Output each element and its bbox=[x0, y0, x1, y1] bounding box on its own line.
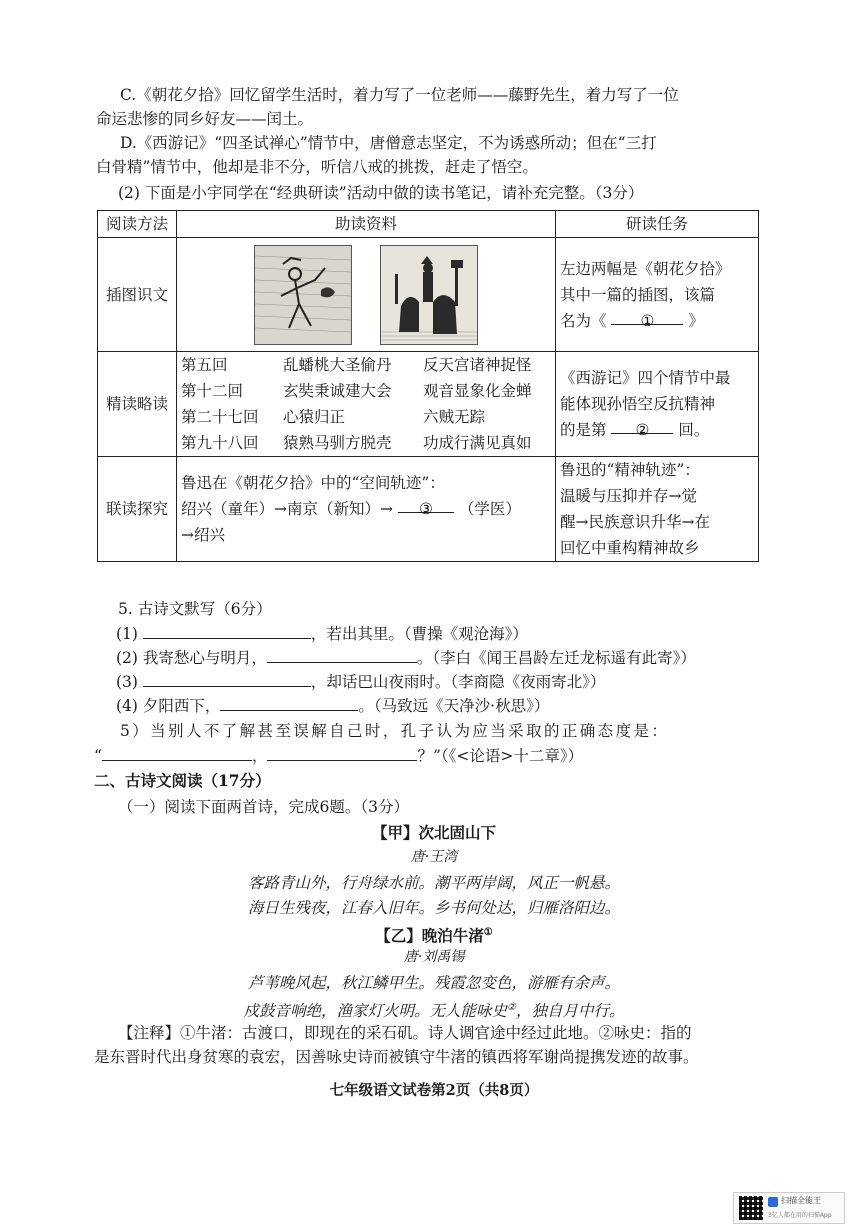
blank-3-input[interactable] bbox=[398, 496, 454, 518]
chapter-title-a: 玄奘秉诚建大会 bbox=[283, 382, 392, 400]
q5-item-3-number: (3) bbox=[116, 673, 138, 691]
q5-item-5-line1: 5）当别人不了解甚至误解自己时，孔子认为应当采取的正确态度是： bbox=[120, 722, 670, 740]
header-method: 阅读方法 bbox=[98, 211, 177, 238]
page-footer: 七年级语文试卷第2页（共8页） bbox=[329, 1082, 539, 1099]
chapter-title-b: 观音显象化金蝉 bbox=[423, 382, 532, 400]
header-task: 研读任务 bbox=[556, 211, 759, 238]
q5-blank-2[interactable] bbox=[267, 646, 417, 663]
row2-task-line2: 能体现孙悟空反抗精神 bbox=[560, 395, 716, 413]
poem-2-line-2-b: ，独自月中行。 bbox=[515, 1002, 625, 1021]
poem-1-line-2: 海日生残夜，江春入旧年。乡书何处达，归雁洛阳边。 bbox=[247, 899, 620, 917]
row2-task-suffix: 回。 bbox=[678, 421, 710, 439]
table-row bbox=[98, 238, 759, 352]
illustration-figure-image bbox=[254, 245, 352, 345]
row3-task-line1: 鲁迅的“精神轨迹”： bbox=[560, 461, 700, 479]
chapter-number: 第五回 bbox=[181, 356, 228, 374]
scanner-name: 扫描全能王 bbox=[781, 1196, 821, 1205]
poem-2-title-text: 【乙】晚泊牛渚 bbox=[375, 926, 484, 946]
q5-item-1-number: (1) bbox=[116, 625, 138, 643]
row1-task-line2: 其中一篇的插图，该篇 bbox=[560, 285, 716, 304]
q5-blank-5b[interactable] bbox=[267, 744, 417, 761]
q5-item-4-text-a: (4) 夕阳西下， bbox=[116, 697, 221, 715]
q5-blank-5a[interactable] bbox=[102, 744, 252, 761]
scanner-watermark bbox=[733, 1192, 845, 1224]
q5-item-2 bbox=[116, 646, 696, 669]
q5-blank-1[interactable] bbox=[143, 622, 311, 639]
poem-2-line-1: 芦苇晚风起，秋江鳞甲生。残霞忽变色，游雁有余声。 bbox=[247, 974, 620, 992]
question-5-title: 5. 古诗文默写（6分） bbox=[118, 600, 272, 618]
row1-task-suffix: 》 bbox=[688, 311, 704, 330]
row2-method: 精读略读 bbox=[98, 352, 177, 457]
scanner-tagline: 3亿人都在用的扫描App bbox=[768, 1212, 832, 1219]
chapter-title-a: 猿熟马驯方脱壳 bbox=[283, 434, 392, 452]
qr-code-icon bbox=[739, 1196, 763, 1220]
option-d-line2: 白骨精”情节中，他却是非不分，听信八戒的挑拨，赶走了悟空。 bbox=[96, 158, 538, 176]
poem-1-title: 【甲】次北固山下 bbox=[371, 823, 496, 842]
row2-task-line3 bbox=[560, 417, 754, 443]
q5-blank-4[interactable] bbox=[220, 694, 358, 711]
row3-materials bbox=[177, 457, 556, 562]
row2-chapters bbox=[177, 352, 556, 457]
chapter-number: 第二十七回 bbox=[181, 408, 259, 426]
row1-task-line3 bbox=[560, 308, 754, 334]
illustration-procession-image bbox=[380, 245, 478, 345]
row2-task-line1: 《西游记》四个情节中最 bbox=[560, 369, 731, 387]
poem-2-note-mark-2: ② bbox=[507, 1002, 516, 1013]
chapter-number: 第十二回 bbox=[181, 382, 244, 400]
row3-task-line4: 回忆中重构精神故乡 bbox=[560, 539, 700, 557]
table-header-row bbox=[98, 211, 759, 238]
poem-1-line-1: 客路青山外，行舟绿水前。潮平两岸阔，风正一帆悬。 bbox=[247, 874, 620, 892]
q5-comma: ， bbox=[251, 747, 268, 765]
poem-1-author: 唐·王湾 bbox=[410, 849, 458, 865]
q5-quote-open: “ bbox=[94, 747, 102, 765]
q5-item-4-text-b: 。（马致远《天净沙·秋思》） bbox=[358, 697, 550, 715]
blank-3-marker: ③ bbox=[418, 500, 433, 518]
row2-task-prefix: 的是第 bbox=[560, 421, 607, 439]
blank-1-marker: ① bbox=[640, 311, 655, 330]
chapter-title-b: 反天宫诸神捉怪 bbox=[423, 356, 532, 374]
q5-item-1 bbox=[116, 622, 528, 645]
poem-2-line-2-a: 戍鼓音响绝，渔家灯火明。无人能咏史 bbox=[243, 1002, 508, 1021]
notes-line-1: 【注释】①牛渚：古渡口，即现在的采石矶。诗人调官途中经过此地。②咏史：指的 bbox=[118, 1024, 692, 1042]
chapter-row bbox=[181, 404, 551, 430]
row3-res-line3: →绍兴 bbox=[181, 526, 225, 544]
q5-item-4 bbox=[116, 694, 549, 717]
chapter-row bbox=[181, 378, 551, 404]
row3-res-suffix: （学医） bbox=[458, 500, 521, 518]
section-2-subtitle: （一）阅读下面两首诗，完成6题。（3分） bbox=[118, 798, 409, 816]
row3-task-line2: 温暖与压抑并存→觉 bbox=[560, 487, 697, 505]
row3-method: 联读探究 bbox=[98, 457, 177, 562]
reading-notes-table bbox=[97, 210, 759, 562]
q5-item-3-text: ，却话巴山夜雨时。（李商隐《夜雨寄北》） bbox=[310, 673, 606, 691]
chapter-title-b: 六贼无踪 bbox=[423, 408, 486, 426]
blank-1-input[interactable] bbox=[611, 308, 683, 330]
notes-line-2: 是东晋时代出身贫寒的袁宏，因善咏史诗而被镇守牛渚的镇西将军谢尚提携发迹的故事。 bbox=[94, 1048, 699, 1066]
row2-task bbox=[556, 352, 759, 457]
chapter-row bbox=[181, 352, 551, 378]
section-2-title: 二、古诗文阅读（17分） bbox=[94, 771, 271, 790]
option-c-line2: 命运悲惨的同乡好友——闰土。 bbox=[96, 110, 314, 128]
chapter-row bbox=[181, 430, 551, 456]
row1-task-line1: 左边两幅是《朝花夕拾》 bbox=[560, 259, 731, 278]
row1-illustrations bbox=[177, 238, 556, 352]
q5-item-2-text-a: (2) 我寄愁心与明月， bbox=[116, 649, 267, 667]
q5-item-1-text: ，若出其里。（曹操《观沧海》） bbox=[310, 625, 528, 643]
row3-res-line1: 鲁迅在《朝花夕拾》中的“空间轨迹”： bbox=[181, 474, 445, 492]
poem-2-author: 唐·刘禹锡 bbox=[403, 949, 465, 965]
poem-2-note-mark: ① bbox=[483, 927, 493, 938]
blank-2-input[interactable] bbox=[611, 417, 673, 439]
q5-blank-3[interactable] bbox=[143, 670, 311, 687]
question-4-2: (2) 下面是小宇同学在“经典研读”活动中做的读书笔记，请补充完整。（3分） bbox=[118, 184, 644, 202]
chapter-number: 第九十八回 bbox=[181, 434, 259, 452]
scanner-logo-icon bbox=[768, 1197, 778, 1207]
row3-res-line2 bbox=[181, 496, 551, 522]
chapter-title-a: 心猿归正 bbox=[283, 408, 346, 426]
row1-method: 插图识文 bbox=[98, 238, 177, 352]
option-c-line1: C.《朝花夕拾》回忆留学生活时，着力写了一位老师——藤野先生，着力写了一位 bbox=[120, 86, 679, 104]
option-d-line1: D.《西游记》“四圣试禅心”情节中，唐僧意志坚定，不为诱惑所动；但在“三打 bbox=[120, 134, 657, 152]
chapter-title-a: 乱蟠桃大圣偷丹 bbox=[283, 356, 392, 374]
row3-task-line3: 醒→民族意识升华→在 bbox=[560, 513, 710, 531]
chapter-title-b: 功成行满见真如 bbox=[423, 434, 532, 452]
row3-res-prefix: 绍兴（童年）→南京（新知）→ bbox=[181, 500, 393, 518]
poem-2-line-2 bbox=[0, 997, 868, 1022]
poem-2-title bbox=[0, 922, 868, 947]
row1-task bbox=[556, 238, 759, 352]
table-row bbox=[98, 457, 759, 562]
q5-item-2-text-b: 。（李白《闻王昌龄左迁龙标遥有此寄》） bbox=[416, 649, 696, 667]
q5-item-3 bbox=[116, 670, 605, 693]
blank-2-marker: ② bbox=[635, 421, 650, 439]
table-row bbox=[98, 352, 759, 457]
row1-task-prefix: 名为《 bbox=[560, 311, 607, 330]
row3-task bbox=[556, 457, 759, 562]
q5-item-5-source: ？”（《<论语>十二章》） bbox=[417, 747, 584, 765]
header-materials: 助读资料 bbox=[177, 211, 556, 238]
q5-item-5-line2 bbox=[94, 744, 583, 767]
